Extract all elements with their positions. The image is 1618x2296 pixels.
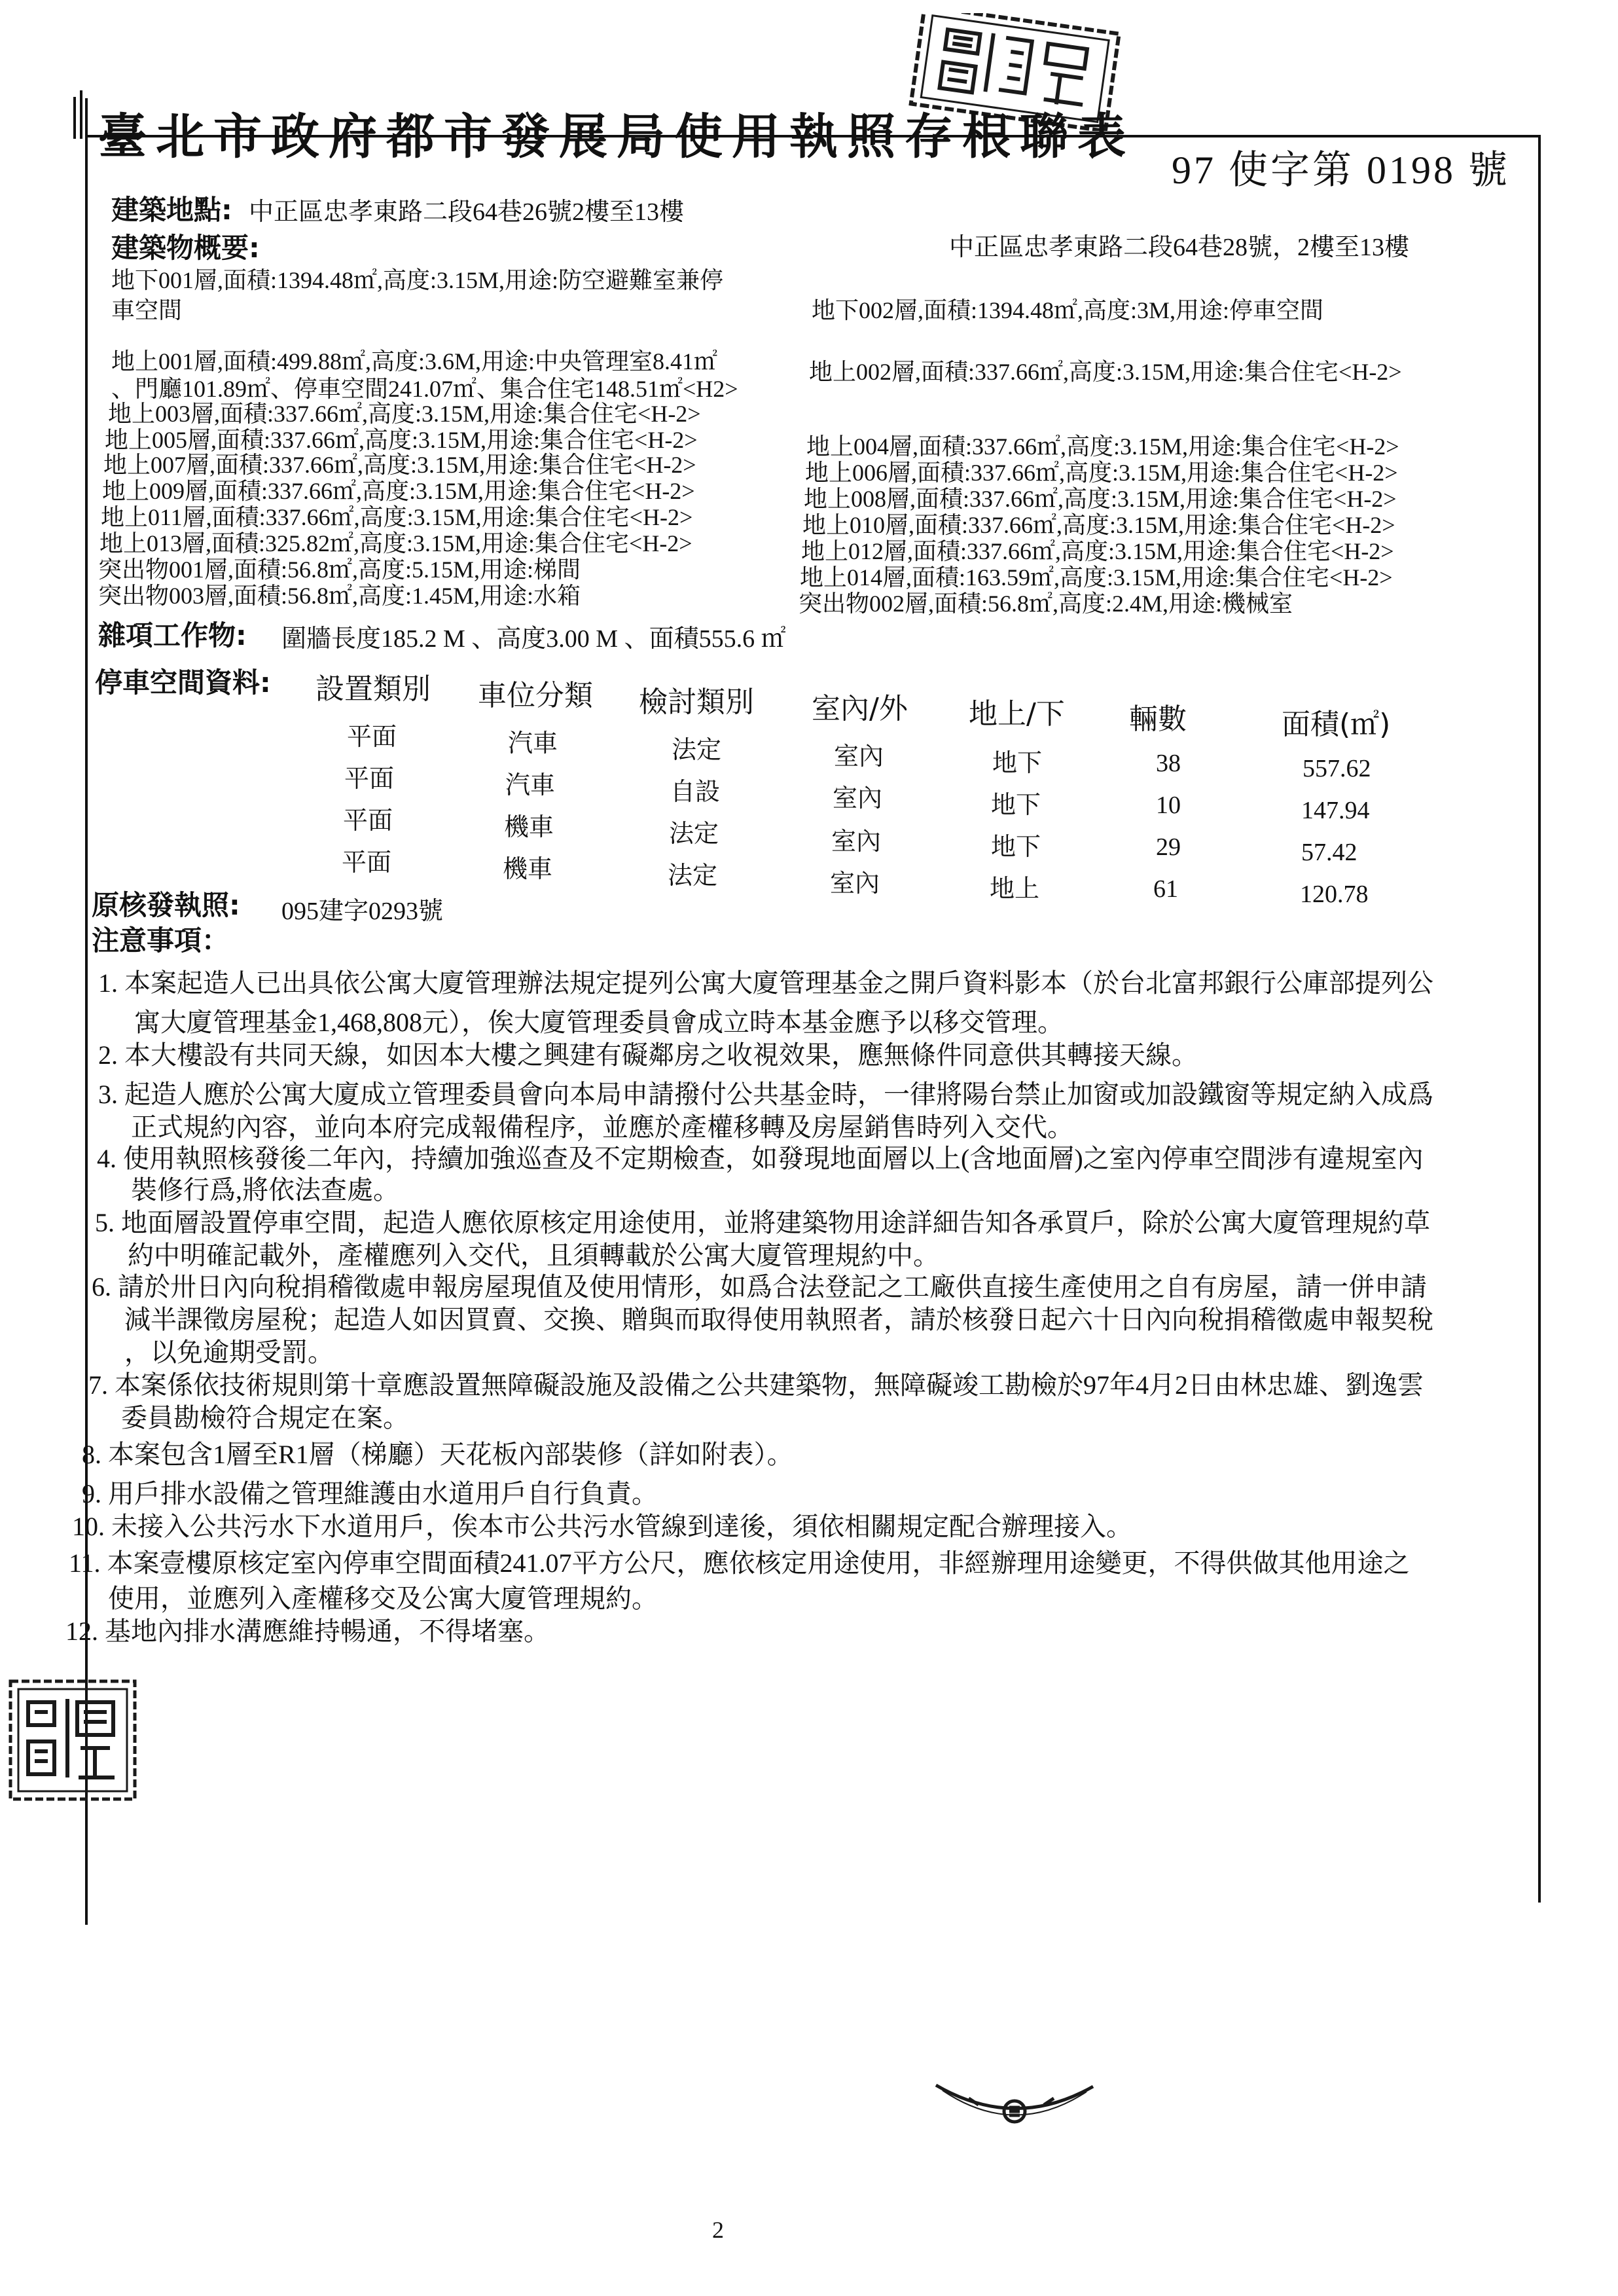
frame-right-rule xyxy=(1538,135,1541,1903)
parking-cell: 地下 xyxy=(991,833,1041,861)
note-line: 5. 地面層設置停車空間，起造人應依原核定用途使用，並將建築物用途詳細告知各承買戶，除於公寓大廈管理規約草 xyxy=(95,1208,1430,1237)
parking-header-level: 地上/下 xyxy=(969,697,1065,731)
original-permit-label: 原核發執照: xyxy=(92,889,240,921)
location-value-2: 中正區忠孝東路二段64巷28號，2樓至13樓 xyxy=(949,234,1410,261)
parking-cell: 機車 xyxy=(504,814,554,841)
parking-cell: 61 xyxy=(1153,875,1178,903)
frame-left-rule xyxy=(85,98,88,1925)
overview-line: 地下001層,面積:1394.48㎡,高度:3.15M,用途:防空避難室兼停 xyxy=(111,267,724,293)
parking-header-vehicle: 車位分類 xyxy=(478,679,593,712)
original-permit-value: 095建字0293號 xyxy=(281,898,444,925)
overview-line: 車空間 xyxy=(111,297,183,323)
parking-header-review: 檢討類別 xyxy=(639,685,754,719)
note-line: 6. 請於卅日內向稅捐稽徵處申報房屋現值及使用情形，如爲合法登記之工廠供直接生產使用之自有房屋，請一併申請 xyxy=(92,1272,1427,1302)
note-line: 委員勘檢符合規定在案。 xyxy=(121,1403,409,1432)
overview-line: 突出物001層,面積:56.8㎡,高度:5.15M,用途:梯間 xyxy=(98,556,581,583)
note-line: 8. 本案包含1層至R1層（梯廳）天花板內部裝修（詳如附表）。 xyxy=(82,1440,793,1469)
parking-cell: 10 xyxy=(1156,792,1181,819)
parking-header-indoor: 室內/外 xyxy=(812,692,908,725)
misc-works-value: 圍牆長度185.2 M 、高度3.00 M 、面積555.6 ㎡ xyxy=(281,625,786,653)
parking-label: 停車空間資料: xyxy=(95,666,271,699)
frame-mark xyxy=(73,97,76,139)
document-title: 臺北市政府都市發展局使用執照存根聯表 xyxy=(98,109,1135,165)
parking-cell: 平面 xyxy=(347,723,397,751)
page-number: 2 xyxy=(712,2217,724,2243)
parking-header-area: 面積(㎡) xyxy=(1282,708,1391,741)
parking-header-type: 設置類別 xyxy=(315,672,431,706)
parking-cell: 室內 xyxy=(833,785,883,812)
overview-line: 地上009層,面積:337.66㎡,高度:3.15M,用途:集合住宅<H-2> xyxy=(102,478,695,504)
frame-mark xyxy=(80,90,82,139)
overview-line: 地上004層,面積:337.66㎡,高度:3.15M,用途:集合住宅<H-2> xyxy=(806,433,1399,460)
permit-number: 97 使字第 0198 號 xyxy=(1172,149,1510,192)
note-line: 約中明確記載外，產權應列入交代，且須轉載於公寓大廈管理規約中。 xyxy=(128,1241,939,1270)
seal-fragment-bottom xyxy=(929,2079,1100,2138)
parking-cell: 平面 xyxy=(342,849,392,877)
parking-cell: 57.42 xyxy=(1301,839,1357,866)
overview-line: 地上010層,面積:337.66㎡,高度:3.15M,用途:集合住宅<H-2> xyxy=(802,512,1395,538)
parking-cell: 室內 xyxy=(831,828,882,856)
note-line: 寓大廈管理基金1,468,808元），俟大廈管理委員會成立時本基金應予以移交管理。 xyxy=(134,1008,1064,1037)
parking-cell: 38 xyxy=(1156,750,1181,777)
note-line: 10. 未接入公共污水下水道用戶，俟本市公共污水管線到達後，須依相關規定配合辦理接入。 xyxy=(72,1512,1132,1541)
overview-line: 地上002層,面積:337.66㎡,高度:3.15M,用途:集合住宅<H-2> xyxy=(809,359,1402,385)
note-line: 減半課徵房屋稅；起造人如因買賣、交換、贈與而取得使用執照者，請於核發日起六十日內向稅捐稽徵處申報契稅 xyxy=(124,1305,1433,1334)
note-line: 7. 本案係依技術規則第十章應設置無障礙設施及設備之公共建築物，無障礙竣工勘檢於97年4月2日由林忠雄、劉逸雲 xyxy=(88,1370,1424,1400)
overview-line: 突出物003層,面積:56.8㎡,高度:1.45M,用途:水箱 xyxy=(98,583,581,609)
parking-cell: 法定 xyxy=(669,820,719,848)
note-line: 2. 本大樓設有共同天線，如因本大樓之興建有礙鄰房之收視效果，應無條件同意供其轉接天線。 xyxy=(98,1040,1198,1070)
overview-line: 地上005層,面積:337.66㎡,高度:3.15M,用途:集合住宅<H-2> xyxy=(105,427,698,453)
parking-cell: 機車 xyxy=(503,856,553,883)
official-seal-left xyxy=(5,1676,143,1807)
parking-cell: 557.62 xyxy=(1303,755,1371,782)
overview-line: 、門廳101.89㎡、停車空間241.07㎡、集合住宅148.51㎡<H2> xyxy=(111,376,738,402)
overview-label: 建築物概要: xyxy=(111,232,260,264)
location-value: 中正區忠孝東路二段64巷26號2樓至13樓 xyxy=(249,198,685,226)
note-line: 正式規約內容，並向本府完成報備程序，並應於產權移轉及房屋銷售時列入交代。 xyxy=(131,1112,1073,1142)
parking-cell: 自設 xyxy=(670,778,721,806)
overview-line: 地上011層,面積:337.66㎡,高度:3.15M,用途:集合住宅<H-2> xyxy=(101,504,693,530)
overview-line: 地上001層,面積:499.88㎡,高度:3.6M,用途:中央管理室8.41㎡ xyxy=(111,348,718,374)
parking-cell: 147.94 xyxy=(1301,797,1370,824)
parking-cell: 120.78 xyxy=(1300,881,1369,908)
misc-works-label: 雜項工作物: xyxy=(98,619,247,651)
overview-line: 地上014層,面積:163.59㎡,高度:3.15M,用途:集合住宅<H-2> xyxy=(800,564,1393,591)
overview-line: 地上003層,面積:337.66㎡,高度:3.15M,用途:集合住宅<H-2> xyxy=(108,401,701,427)
parking-cell: 29 xyxy=(1156,833,1181,861)
note-line: 11. 本案壹樓原核定室內停車空間面積241.07平方公尺，應依核定用途使用，非經辦理用途變更，不得供做其他用途之 xyxy=(69,1548,1410,1578)
parking-cell: 法定 xyxy=(672,737,722,764)
parking-cell: 平面 xyxy=(344,765,395,793)
overview-line: 地上012層,面積:337.66㎡,高度:3.15M,用途:集合住宅<H-2> xyxy=(801,538,1394,564)
note-line: 使用，並應列入產權移交及公寓大廈管理規約。 xyxy=(108,1584,658,1613)
location-label: 建築地點: xyxy=(111,194,232,226)
parking-header-count: 輛數 xyxy=(1129,702,1187,736)
notes-label: 注意事項： xyxy=(92,924,230,957)
parking-cell: 法定 xyxy=(668,862,718,890)
overview-line: 地上013層,面積:325.82㎡,高度:3.15M,用途:集合住宅<H-2> xyxy=(99,530,692,556)
note-line: 3. 起造人應於公寓大廈成立管理委員會向本局申請撥付公共基金時，一律將陽台禁止加窗或加設鐵窗等規定納入成爲 xyxy=(98,1080,1433,1109)
parking-cell: 室內 xyxy=(834,743,884,771)
note-line: 9. 用戶排水設備之管理維護由水道用戶自行負責。 xyxy=(82,1479,658,1508)
overview-line: 地下002層,面積:1394.48㎡,高度:3M,用途:停車空間 xyxy=(812,297,1324,323)
overview-line: 地上008層,面積:337.66㎡,高度:3.15M,用途:集合住宅<H-2> xyxy=(804,486,1397,512)
note-line: 裝修行爲,將依法查處。 xyxy=(131,1175,399,1205)
overview-line: 突出物002層,面積:56.8㎡,高度:2.4M,用途:機械室 xyxy=(799,591,1293,617)
note-line: 1. 本案起造人已出具依公寓大廈管理辦法規定提列公寓大廈管理基金之開戶資料影本（於台北富邦銀行公庫部提列公 xyxy=(98,968,1433,998)
parking-cell: 地下 xyxy=(991,792,1041,819)
parking-cell: 汽車 xyxy=(505,772,556,799)
parking-cell: 平面 xyxy=(343,807,393,835)
note-line: 12. 基地內排水溝應維持暢通，不得堵塞。 xyxy=(65,1616,550,1646)
parking-cell: 地上 xyxy=(990,875,1040,903)
note-line: 4. 使用執照核發後二年內，持續加強巡查及不定期檢查，如發現地面層以上(含地面層)之室內停車空間涉有違規室內 xyxy=(97,1144,1424,1173)
parking-cell: 汽車 xyxy=(508,730,558,757)
overview-line: 地上007層,面積:337.66㎡,高度:3.15M,用途:集合住宅<H-2> xyxy=(103,452,696,478)
parking-cell: 地下 xyxy=(992,750,1043,777)
parking-cell: 室內 xyxy=(830,870,880,898)
overview-line: 地上006層,面積:337.66㎡,高度:3.15M,用途:集合住宅<H-2> xyxy=(805,460,1398,486)
note-line: ，以免逾期受罰。 xyxy=(124,1338,334,1367)
